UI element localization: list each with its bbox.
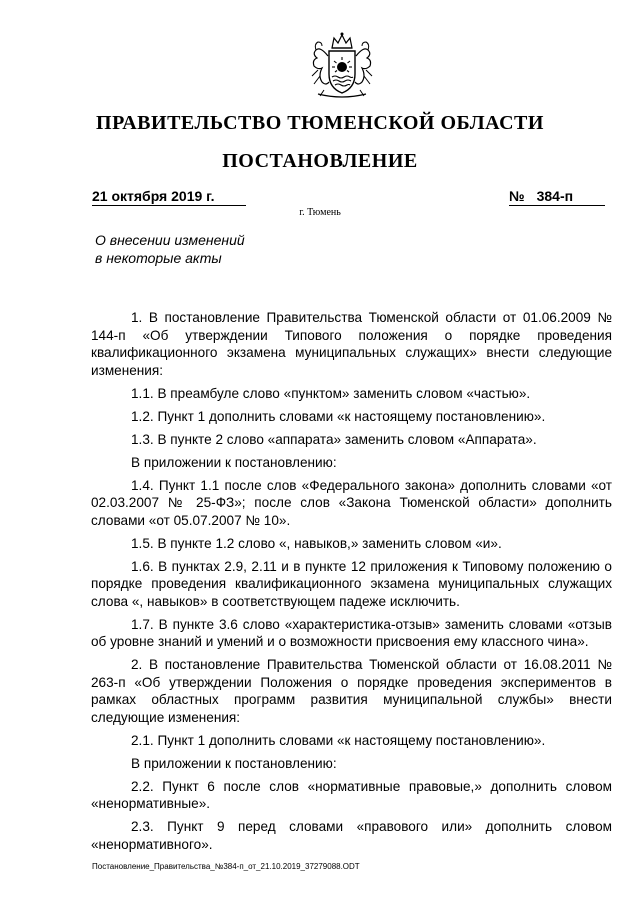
document-number: 384-п: [536, 188, 574, 204]
paragraph-1-3: 1.3. В пункте 2 слово «аппарата» заменить словом «Аппарата».: [131, 431, 537, 447]
footer-filename: Постановление_Правительства_№384-п_от_21.10.2019_37279088.ODT: [92, 862, 360, 871]
paragraph-1-1: 1.1. В преамбуле слово «пунктом» заменить словом «частью».: [131, 385, 531, 401]
paragraph-appendix-1: В приложении к постановлению:: [131, 454, 337, 470]
subject-line-1: О внесении изменений: [95, 232, 245, 248]
number-sign: №: [509, 188, 525, 204]
city-label: г. Тюмень: [299, 207, 341, 218]
paragraph-appendix-2: В приложении к постановлению:: [131, 755, 337, 771]
paragraph-1: 1. В постановление Правительства Тюменской области от 01.06.2009 № 144-п «Об утверждении Типового положения о порядке проведения квалификационного экзамена муниципальных служащих» внести следующие изменения:: [91, 310, 612, 378]
paragraph-2: 2. В постановление Правительства Тюменской области от 16.08.2011 № 263-п «Об утверждении Положения о порядке проведения экспериментов в рамках областных программ развития муниципальной службы» внести следующие изменения:: [91, 657, 612, 725]
subject-line-2: в некоторые акты: [95, 250, 222, 266]
document-date: 21 октября 2019 г.: [92, 187, 246, 206]
paragraph-2-2: 2.2. Пункт 6 после слов «нормативные правовые,» дополнить словом «ненормативные».: [91, 778, 612, 811]
document-number-field: [509, 187, 605, 206]
paragraph-2-3: 2.3. Пункт 9 перед словами «правового или» дополнить словом «ненормативного».: [91, 819, 612, 852]
document-body: [91, 309, 612, 859]
paragraph-2-1: 2.1. Пункт 1 дополнить словами «к настоящему постановлению».: [131, 732, 546, 748]
document-subject: [95, 231, 245, 267]
document-type-title: ПОСТАНОВЛЕНИЕ: [222, 150, 418, 172]
government-title: ПРАВИТЕЛЬСТВО ТЮМЕНСКОЙ ОБЛАСТИ: [96, 112, 544, 134]
paragraph-1-4: 1.4. Пункт 1.1 после слов «Федерального закона» дополнить словами «от 02.03.2007 № 25-ФЗ»; после слов «Закона Тюменской области» дополнить словами «от 05.07.2007 № 10».: [91, 477, 612, 528]
paragraph-1-6: 1.6. В пунктах 2.9, 2.11 и в пункте 12 приложения к Типовому положению о порядке проведения квалификационного экзамена муниципальных служащих слова «, навыков» в соответствующем падеже исключить.: [91, 558, 612, 609]
coat-of-arms-emblem: [300, 30, 384, 102]
paragraph-1-2: 1.2. Пункт 1 дополнить словами «к настоящему постановлению».: [131, 408, 546, 424]
paragraph-1-5: 1.5. В пункте 1.2 слово «, навыков,» заменить словом «и».: [131, 535, 502, 551]
paragraph-1-7: 1.7. В пункте 3.6 слово «характеристика-отзыв» заменить словами «отзыв об уровне знаний и умений и о возможности присвоения ему классного чина».: [91, 616, 612, 649]
